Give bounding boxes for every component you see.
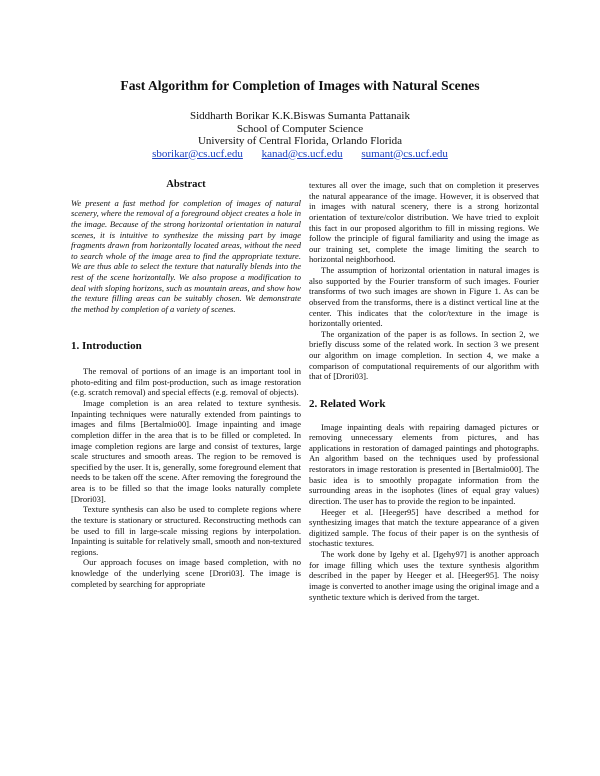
intro-continued-paragraph: textures all over the image, such that on completion it preserves the natural appearance of the image. However, it is observed that in images with natural scenery, there is a strong horizontal orientation of texture/color distribution. We have tried to exploit this fact in our proposed algorithm to fill in missing regions. We follow the principle of figural familiarity and using the image as our training set, complete the image limiting the search to horizontal neighborhood. [309,180,539,265]
abstract-text: We present a fast method for completion of images of natural scenery, where the removal of a foreground object creates a hole in the image. Because of the strong horizontal orientation in natural scenes, it is intuitive to synthesize the missing part by image fragments drawn from horizontally located areas, without the need to search whole of the image area to find the appropriate texture. We are thus able to select the texture that naturally blends into the rest of the scene horizontally. We also propose a modification to deal with sloping horizons, such as mountain areas, and show how the texture filling areas can be suitably chosen. We demonstrate the method by completion of a variety of scenes. [71,197,301,314]
intro-paragraph-3: Texture synthesis can also be used to complete regions where the texture is stationary or structured. Reconstructing methods can be used to fill in large-scale missing regions by interpolation. Inpainting is suitable for relatively small, smooth and non-textured regions. [71,504,301,557]
left-column [71,180,301,589]
email-link-borikar[interactable]: sborikar@cs.ucf.edu [152,147,243,160]
school: School of Computer Science [236,122,364,135]
intro-paragraph-5: The assumption of horizontal orientation in natural images is also supported by the Fourier transform of such images. Fourier transforms of two such images are shown in Figure 1. As can be observed from the transforms, there is a distinct vertical line at the center. This indicates that the color/texture in the image is horizontally oriented. [309,265,539,329]
introduction-heading: 1. Introduction [71,339,142,352]
intro-paragraph-6: The organization of the paper is as follows. In section 2, we briefly discuss some of the related work. In section 3 we present our algorithm on image completion. In section 4, we make a comparison of computational requirements of our algorithm with that of [Drori03]. [309,328,539,382]
intro-paragraph-4: Our approach focuses on image based completion, with no knowledge of the underlying scene [Drori03]. The image is completed by searching for appropriate [71,557,301,589]
paper-title: Fast Algorithm for Completion of Images with Natural Scenes [120,78,480,93]
right-column [309,180,539,602]
related-work-heading: 2. Related Work [309,397,386,410]
authors: Siddharth Borikar K.K.Biswas Sumanta Pattanaik [190,110,410,122]
related-paragraph-3: The work done by Igehy et al. [Igehy97] is another approach for image filling which uses the texture synthesis algorithm described in the paper by Heeger et al. [Heeger95]. The noisy image is converted to another image using the original image and a synthetic texture which is derived from the target. [309,549,539,602]
intro-paragraph-1: The removal of portions of an image is an important tool in photo-editing and film post-production, such as image restoration (e.g. scratch removal) and special effects (e.g. removal of objects). [71,366,301,398]
email-list [0,148,600,161]
email-link-kanad[interactable]: kanad@cs.ucf.edu [261,147,343,160]
abstract-heading: Abstract [166,179,206,190]
intro-paragraph-2: Image completion is an area related to texture synthesis. Inpainting techniques were naturally extended from paintings to images and films [Bertalmio00]. Image inpainting and image completion differ in the area that is to be filled or completed. In image completion regions are large and consist of textures, large scale structures and smooth areas. The region to be removed is specified by the user. It is, generally, some foreground element that needs to be taken off the scene. After removing the foreground the area is to be filled so that the image looks naturally complete [Drori03]. [71,398,301,504]
author-block [0,110,600,160]
university: University of Central Florida, Orlando Florida [197,135,403,147]
related-paragraph-2: Heeger et al. [Heeger95] have described a method for synthesizing images that match the texture appearance of a given digitized sample. The focus of their paper is on the synthesis of stochastic textures. [309,506,539,549]
email-link-sumant[interactable]: sumant@cs.ucf.edu [361,147,448,160]
related-paragraph-1: Image inpainting deals with repairing damaged pictures or removing unnecessary elements from pictures, and has applications in restoration of damaged paintings and photographs. An algorithm based on the techniques used by professional restorators in image restoration is presented in [Bertalmio00]. The basic idea is to smoothly propagate information from the surrounding areas in the isophotes (lines of equal gray values) direction. The user has to provide the region to be inpainted. [309,421,539,506]
